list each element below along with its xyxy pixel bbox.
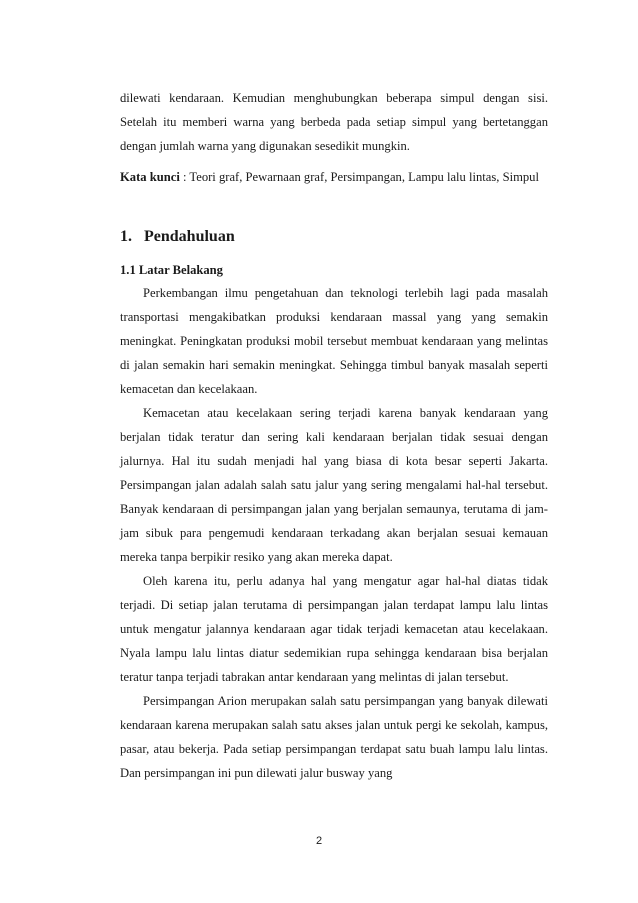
body-paragraph: Persimpangan Arion merupakan salah satu persimpangan yang banyak dilewati kendaraan karena merupakan salah satu akses jalan untuk pergi ke sekolah, kampus, pasar, atau bekerja. Pada setiap persimpangan terdapat satu buah lampu lalu lintas. Dan persimpangan ini pun dilewati jalur busway yang [120, 694, 548, 780]
section-number: 1. [120, 228, 132, 245]
body-paragraph: Oleh karena itu, perlu adanya hal yang mengatur agar hal-hal diatas tidak terjadi. Di setiap jalan terutama di persimpangan jalan terdapat lampu lalu lintas untuk mengatur jalannya kendaraan agar tidak terjadi kemacetan atau kecelakaan. Nyala lampu lalu lintas diatur sedemikian rupa sehingga kendaraan bisa berjalan teratur tanpa terjadi tabrakan antar kendaraan yang melintas di jalan tersebut. [120, 574, 548, 684]
abstract-continuation: dilewati kendaraan. Kemudian menghubungkan beberapa simpul dengan sisi. Setelah itu memberi warna yang berbeda pada setiap simpul yang bertetanggan dengan jumlah warna yang digunakan sesedikit mungkin. [120, 91, 548, 153]
page-content [120, 86, 548, 785]
keywords [120, 165, 548, 189]
body-paragraph: Kemacetan atau kecelakaan sering terjadi karena banyak kendaraan yang berjalan tidak teratur dan sering kali kendaraan berjalan tidak sesuai dengan jalurnya. Hal itu sudah menjadi hal yang biasa di kota besar seperti Jakarta. Persimpangan jalan adalah salah satu jalur yang sering mengalami hal-hal tersebut. Banyak kendaraan di persimpangan jalan yang berjalan semaunya, terutama di jam-jam sibuk para pengemudi kendaraan terkadang akan berjalan sesuai kemauan mereka tanpa berpikir resiko yang akan mereka dapat. [120, 406, 548, 564]
page-number: 2 [315, 835, 323, 847]
section-title: Pendahuluan [144, 228, 235, 245]
spacer [120, 158, 548, 165]
subsection-heading: 1.1 Latar Belakang [120, 263, 223, 277]
body-paragraph: Perkembangan ilmu pengetahuan dan teknologi terlebih lagi pada masalah transportasi mengakibatkan produksi kendaraan massal yang yang semakin meningkat. Peningkatan produksi mobil tersebut membuat kendaraan yang melintas di jalan semakin hari semakin meningkat. Sehingga timbul banyak masalah seperti kemacetan dan kecelakaan. [120, 286, 548, 396]
keywords-label: Kata kunci [120, 170, 180, 184]
keywords-text: : Teori graf, Pewarnaan graf, Persimpangan, Lampu lalu lintas, Simpul [179, 170, 539, 184]
spacer [120, 189, 548, 225]
section-heading [120, 225, 548, 249]
